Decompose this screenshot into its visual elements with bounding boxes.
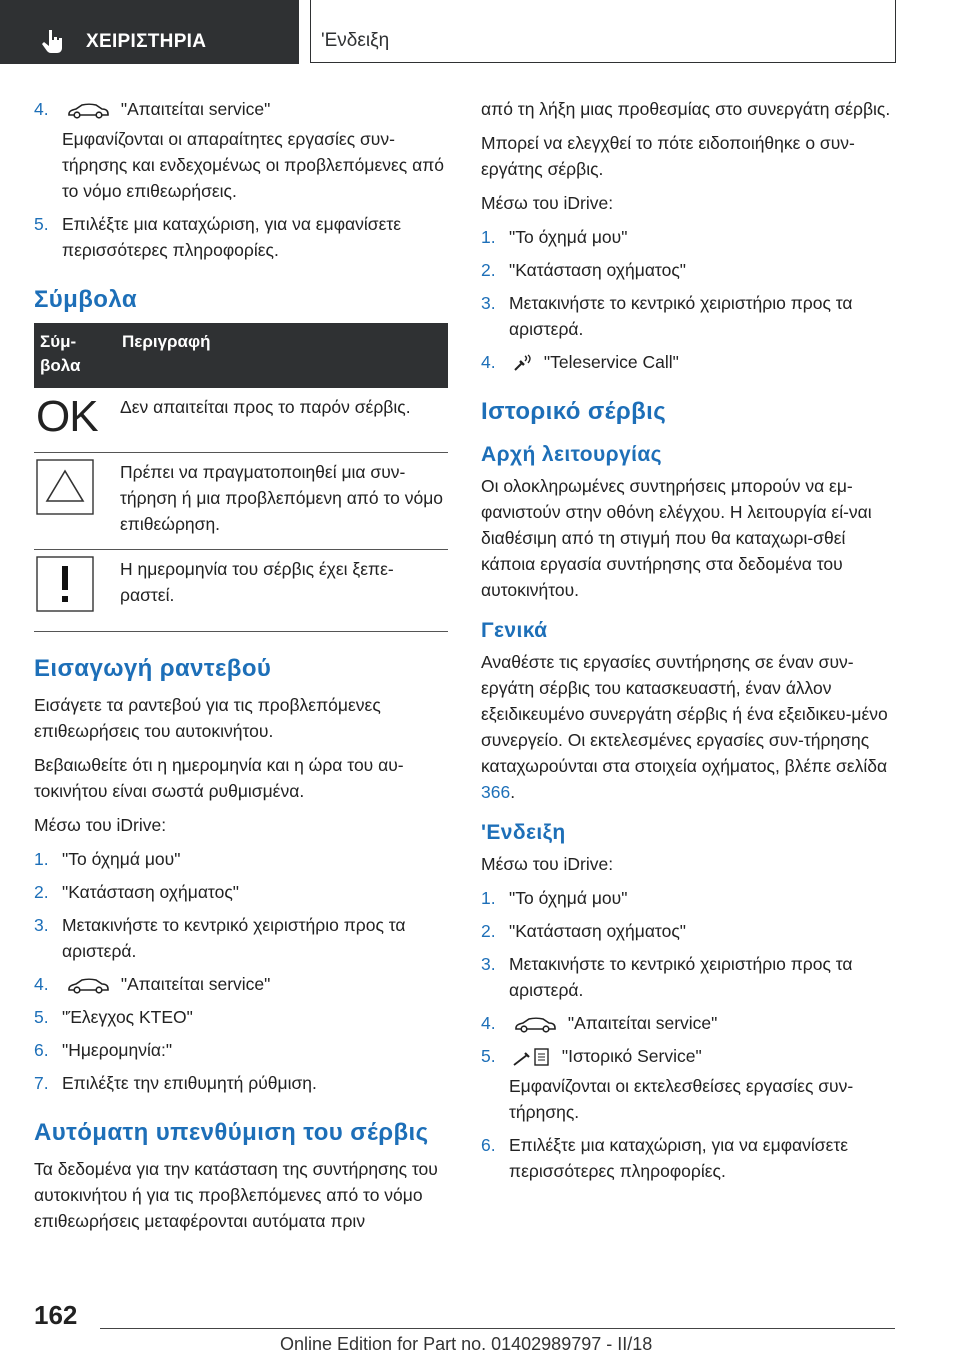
auto-reminder-heading: Αυτόματη υπενθύμιση του σέρβις xyxy=(34,1119,429,1146)
list-item: 4. "Απαιτείται service" xyxy=(34,974,271,994)
table-row: Η ημερομηνία του σέρβις έχει ξεπε-ραστεί. xyxy=(34,550,448,632)
list-item: 7. Επιλέξτε την επιθυμητή ρύθμιση. xyxy=(34,1073,317,1093)
list-item: 3. Μετακινήστε το κεντρικό χειριστήριο προς τα αριστερά. xyxy=(34,915,406,961)
list-item: 2. "Κατάσταση οχήματος" xyxy=(481,921,686,941)
list-item: 6. "Ημερομηνία:" xyxy=(34,1040,173,1060)
wrench-signal-icon xyxy=(513,354,533,372)
appointment-heading: Εισαγωγή ραντεβού xyxy=(34,655,272,682)
appointment-steps xyxy=(34,846,449,1096)
car-icon xyxy=(66,976,110,994)
symbols-heading: Σύμβολα xyxy=(34,286,137,313)
exclamation-icon xyxy=(36,556,94,612)
right-column: από τη λήξη μιας προθεσμίας στο συνεργάτη σέρβις. Μπορεί να ελεγχθεί το πότε ειδοποιήθηκε ο συν-εργάτης σέρβις. Μέσω του iDrive: 1. "Το όχημά μου" 2. "Κατάσταση οχήματος" 3. Μετακινήστε το κεντρικό χειριστήριο προς τα αριστερά. 4. "Teleservice Call" Ιστορικό σέρβις Αρχή λειτουργίας Οι ολοκληρωμένες συντηρήσεις μπορούν να εμ-φανιστούν στην οθόνη ελέγχου. Η λειτουργία εί-ναι διαθέσιμη από τη στιγμή που θα καταχωρι-σθεί κάποια εργασία συντήρησης στα δεδομένα του αυτοκινήτου. Γενικά Αναθέστε τις εργασίες συντήρησης σε έναν συν-εργάτη σέρβις του κατασκευαστή, έναν άλλον εξειδικευμένο συνεργάτη σέρβις ή ένα εξειδικευ-μένο συνεργείο. Οι εκτελεσμένες εργασίες συν-τήρησης καταχωρούνται στα στοιχεία οχήματος, βλέπε σελίδα 366. 'Ενδειξη Μέσω του iDrive: 1. "Το όχημά μου" 2. "Κατάσταση οχήματος" 3. Μετακινήστε το κεντρικό χειριστήριο προς τα αριστερά. 4. "Απαιτείται service" 5. "Ιστορικό Service" Εμφανίζονται οι εκτελεσθείσες εργασίες συν-τήρησης. 6. Επιλέξτε μια καταχώριση, για να εμφανίσετε περισσότερες πληροφορίες. xyxy=(481,96,896,1191)
symbols-table xyxy=(34,323,448,632)
list-item: 1. "Το όχημά μου" xyxy=(481,888,628,908)
left-column: 4. "Απαιτείται service" Εμφανίζονται οι απαραίτητες εργασίες συν-τήρησης και ενδεχομένως οι προβλεπόμενες από το νόμο επιθεωρήσεις. 5. Επιλέξτε μια καταχώριση, για να εμφανίσετε περισσότερες πληροφορίες. Σύμβολα Σύμ-βολα Περιγραφή OK Δεν απαιτείται προς το παρόν σέρβις. Πρέπει να πραγματοποιηθεί μια συν-τήρηση ή μια προβλεπόμενη από το νόμο επιθεώρηση. Η ημερομηνία του σέρβις έχει ξεπε-ραστεί. Εισαγωγή ραντεβού Εισάγετε τα ραντεβού για τις προβλεπόμενες επιθεωρήσεις του αυτοκινήτου. Βεβαιωθείτε ότι η ημερομηνία και η ώρα του αυ-τοκινήτου είναι σωστά ρυθμισμένα. Μέσω του iDrive: 1. "Το όχημά μου" 2. "Κατάσταση οχήματος" 3. Μετακινήστε το κεντρικό χειριστήριο προς τα αριστερά. 4. "Απαιτείται service" 5. "Έλεγχος ΚΤΕΟ" 6. "Ημερομηνία:" 7. Επιλέξτε την επιθυμητή ρύθμιση. Αυτόματη υπενθύμιση του σέρβις Τα δεδομένα για την κατάσταση της συντήρησης του αυτοκινήτου ή για τις προβλεπόμενες από το νόμο επιθεωρήσεις μεταφέρονται αυτόματα πριν xyxy=(34,96,449,1234)
list-item: 5. Επιλέξτε μια καταχώριση, για να εμφανίσετε περισσότερες πληροφορίες. xyxy=(34,214,402,260)
list-item: 5. "Ιστορικό Service" Εμφανίζονται οι εκτελεσθείσες εργασίες συν-τήρησης. xyxy=(481,1046,854,1122)
list-item: 1. "Το όχημά μου" xyxy=(34,849,181,869)
warning-triangle-icon xyxy=(36,459,94,515)
table-row: Πρέπει να πραγματοποιηθεί μια συν-τήρηση ή μια προβλεπόμενη από το νόμο επιθεώρηση. xyxy=(34,453,448,550)
list-item: 6. Επιλέξτε μια καταχώριση, για να εμφανίσετε περισσότερες πληροφορίες. xyxy=(481,1135,849,1181)
list-item: 5. "Έλεγχος ΚΤΕΟ" xyxy=(34,1007,193,1027)
teleservice-steps xyxy=(481,224,896,375)
list-item: 1. "Το όχημά μου" xyxy=(481,227,628,247)
subsection-tab xyxy=(310,0,896,63)
edition-text: Online Edition for Part no. 01402989797 - II/18 xyxy=(280,1334,653,1354)
table-header-symbols: Σύμ-βολα xyxy=(34,323,116,388)
list-item: 2. "Κατάσταση οχήματος" xyxy=(34,882,239,902)
history-steps xyxy=(481,885,896,1184)
general-heading: Γενικά xyxy=(481,619,548,642)
principle-heading: Αρχή λειτουργίας xyxy=(481,443,662,466)
subsection-title: 'Ενδειξη xyxy=(321,30,390,51)
section-tab xyxy=(0,0,299,64)
footer-divider xyxy=(100,1328,895,1329)
list-item: 3. Μετακινήστε το κεντρικό χειριστήριο προς τα αριστερά. xyxy=(481,954,853,1000)
service-history-icon xyxy=(513,1047,551,1067)
car-icon xyxy=(66,101,110,119)
list-item: 3. Μετακινήστε το κεντρικό χειριστήριο προς τα αριστερά. xyxy=(481,293,853,339)
page-number: 162 xyxy=(34,1300,78,1330)
section-title: ΧΕΙΡΙΣΤΗΡΙΑ xyxy=(86,31,207,52)
car-icon xyxy=(513,1015,557,1033)
page-link[interactable]: 366 xyxy=(481,782,511,802)
history-heading: Ιστορικό σέρβις xyxy=(481,398,667,425)
service-steps-top xyxy=(34,96,449,263)
hand-pointer-icon xyxy=(40,28,66,54)
display-heading: 'Ενδειξη xyxy=(481,821,566,844)
ok-symbol: OK xyxy=(36,392,98,441)
table-header-description: Περιγραφή xyxy=(116,323,448,388)
table-row: OK Δεν απαιτείται προς το παρόν σέρβις. xyxy=(34,388,448,453)
list-item: 4. "Teleservice Call" xyxy=(481,352,679,372)
list-item: 2. "Κατάσταση οχήματος" xyxy=(481,260,686,280)
list-item: 4. "Απαιτείται service" xyxy=(481,1013,718,1033)
list-item: 4. "Απαιτείται service" Εμφανίζονται οι απαραίτητες εργασίες συν-τήρησης και ενδεχομένως οι προβλεπόμενες από το νόμο επιθεωρήσεις. xyxy=(34,99,445,201)
